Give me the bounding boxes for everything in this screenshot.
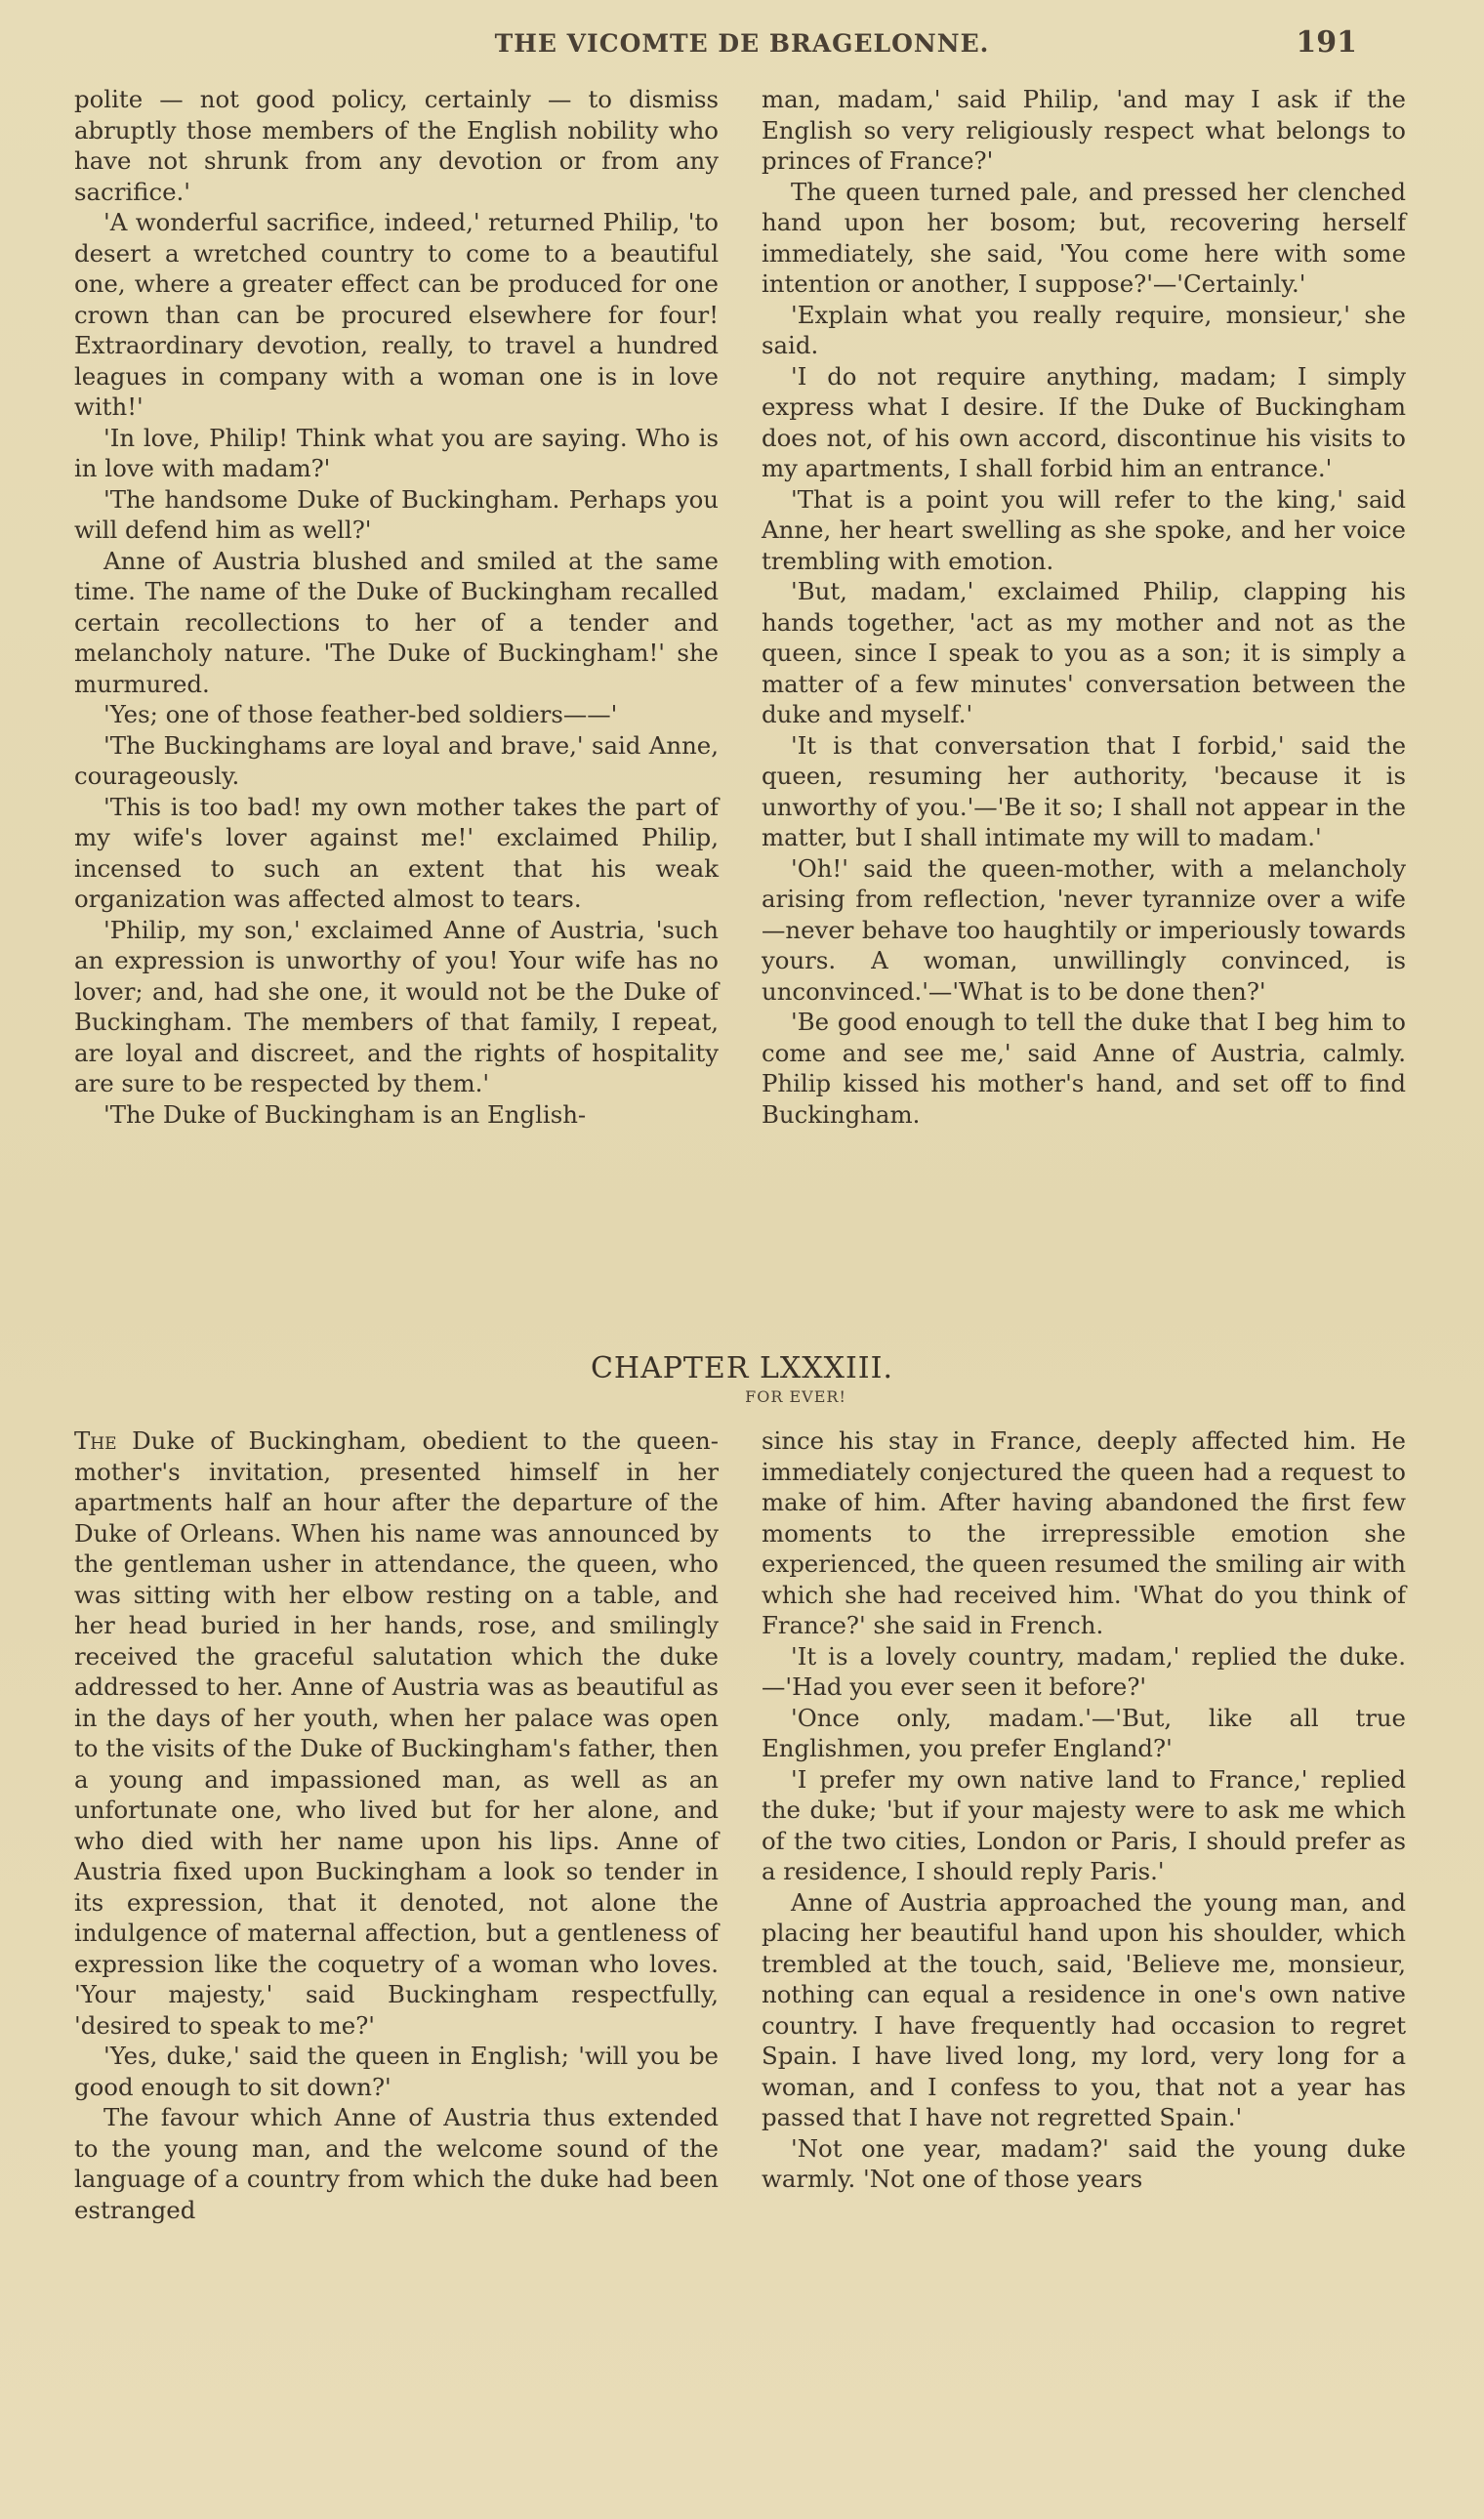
paragraph: 'Yes; one of those feather-bed soldiers——': [103, 700, 618, 728]
paragraph: 'Be good enough to tell the duke that I beg him to come and see me,' said Anne of Austria, calmly. Philip kissed his mother's hand, and set off to find Buckingham.: [762, 1008, 1406, 1129]
top-right-column: [762, 84, 1406, 1353]
paragraph: 'Oh!' said the queen-mother, with a melancholy arising from reflection, 'never tyrannize over a wife—never behave too haughtily or imperiously towards yours. A woman, unwillingly convinced, is unconvinced.'—'What is to be done then?': [762, 853, 1406, 1006]
paragraph: 'Philip, my son,' exclaimed Anne of Austria, 'such an expression is unworthy of you! Your wife has no lover; and, had she one, it would not be the Duke of Buckingham. The members of that family, I repeat, are loyal and discreet, and the rights of hospitality are sure to be respected by them.': [74, 915, 719, 1097]
paragraph: 'In love, Philip! Think what you are saying. Who is in love with madam?': [74, 423, 719, 482]
top-columns: [74, 84, 1406, 1353]
paragraph: 'But, madam,' exclaimed Philip, clapping his hands together, 'act as my mother and not as the queen, since I speak to you as a son; it is simply a matter of a few minutes' conversation between the duke and myself.': [762, 577, 1406, 728]
paragraph: man, madam,' said Philip, 'and may I ask if the English so very religiously respect what belongs to princes of France?': [762, 85, 1406, 175]
paragraph: 'Explain what you really require, monsieur,' she said.: [762, 300, 1406, 359]
running-header: [68, 23, 1416, 66]
chapter-title: CHAPTER LXXXIII.: [590, 1351, 894, 1385]
paragraph: 'It is that conversation that I forbid,' said the queen, resuming her authority, 'because it is unworthy of you.'—'Be it so; I shall not appear in the matter, but I shall intimate my will to madam.': [762, 730, 1406, 851]
paragraph: 'The handsome Duke of Buckingham. Perhaps you will defend him as well?': [74, 484, 719, 544]
paragraph: 'I do not require anything, madam; I simply express what I desire. If the Duke of Buckingham does not, of his own accord, discontinue his visits to my apartments, I shall forbid him an entrance.': [762, 361, 1406, 482]
paragraph: 'Once only, madam.'—'But, like all true Englishmen, you prefer England?': [762, 1703, 1406, 1762]
paragraph: 'The Buckinghams are loyal and brave,' said Anne, courageously.: [74, 730, 719, 790]
paragraph: 'Not one year, madam?' said the young duke warmly. 'Not one of those years: [762, 2133, 1406, 2193]
paragraph: The queen turned pale, and pressed her clenched hand upon her bosom; but, recovering herself immediately, she said, 'You come here with some intention or another, I suppose?'—'Certainly.': [762, 177, 1406, 298]
bottom-left-column: [74, 1425, 719, 2480]
paragraph: Anne of Austria approached the young man, and placing her beautiful hand upon his shoulder, which trembled at the touch, said, 'Believe me, monsieur, nothing can equal a residence in one's own native country. I have frequently had occasion to regret Spain. I have lived long, my lord, very long for a woman, and I confess to you, that not a year has passed that I have not regretted Spain.': [762, 1887, 1406, 2131]
chapter-subtitle: FOR EVER!: [745, 1387, 846, 1406]
paragraph: 'The Duke of Buckingham is an English-: [103, 1099, 587, 1129]
paragraph: Anne of Austria blushed and smiled at the same time. The name of the Duke of Buckingham recalled certain recollections to her of a tender and melancholy nature. 'The Duke of Buckingham!' she murmured.: [74, 546, 719, 698]
paragraph: since his stay in France, deeply affected him. He immediately conjectured the queen had a request to make of him. After having abandoned the first few moments to the irrepressible emotion she experienced, the queen resumed the smiling air with which she had received him. 'What do you think of France?' she said in French.: [762, 1426, 1406, 1639]
paragraph: 'I prefer my own native land to France,' replied the duke; 'but if your majesty were to ask me which of the two cities, London or Paris, I should prefer as a residence, I should reply Paris.': [762, 1764, 1406, 1885]
dropcap-word: The: [74, 1426, 117, 1455]
bottom-columns: [74, 1425, 1406, 2480]
paragraph: 'This is too bad! my own mother takes the part of my wife's lover against me!' exclaimed Philip, incensed to such an extent that his weak organization was affected almost to tears.: [74, 792, 719, 913]
paragraph: 'Yes, duke,' said the queen in English; 'will you be good enough to sit down?': [74, 2042, 719, 2101]
page-number: 191: [1296, 25, 1357, 60]
running-title: THE VICOMTE DE BRAGELONNE.: [494, 29, 990, 58]
chapter-opening-paragraph: [74, 1425, 719, 2041]
paragraph: 'That is a point you will refer to the king,' said Anne, her heart swelling as she spoke, and her voice trembling with emotion.: [762, 484, 1406, 575]
top-left-column: [74, 84, 719, 1353]
paragraph: 'It is a lovely country, madam,' replied the duke.—'Had you ever seen it before?': [762, 1641, 1406, 1701]
bottom-right-column: [762, 1425, 1406, 2480]
chapter-heading: [0, 1351, 1484, 1406]
paragraph: 'A wonderful sacrifice, indeed,' returned Philip, 'to desert a wretched country to come to a beautiful one, where a greater effect can be produced for one crown than can be procured elsewhere for four! Extraordinary devotion, really, to travel a hundred leagues in company with a woman one is in love with!': [74, 208, 719, 421]
opening-text: Duke of Buckingham, obedient to the queen-mother's invitation, presented himself in her apartments half an hour after the departure of the Duke of Orleans. When his name was announced by the gentleman usher in attendance, the queen, who was sitting with her elbow resting on a table, and her head buried in her hands, rose, and smilingly received the graceful salutation which the duke addressed to her. Anne of Austria was as beautiful as in the days of her youth, when her palace was open to the visits of the Duke of Buckingham's father, then a young and impassioned man, as well as an unfortunate one, who lived but for her alone, and who died with her name upon his lips. Anne of Austria fixed upon Buckingham a look so tender in its expression, that it denoted, not alone the indulgence of maternal affection, but a gentleness of expression like the coquetry of a woman who loves. 'Your majesty,' said Buckingham respectfully, 'desired to speak to me?': [74, 1426, 719, 2040]
paragraph: The favour which Anne of Austria thus extended to the young man, and the welcome sound of the language of a country from which the duke had been estranged: [74, 2103, 719, 2224]
paragraph: polite — not good policy, certainly — to dismiss abruptly those members of the English nobility who have not shrunk from any devotion or from any sacrifice.': [74, 85, 719, 206]
